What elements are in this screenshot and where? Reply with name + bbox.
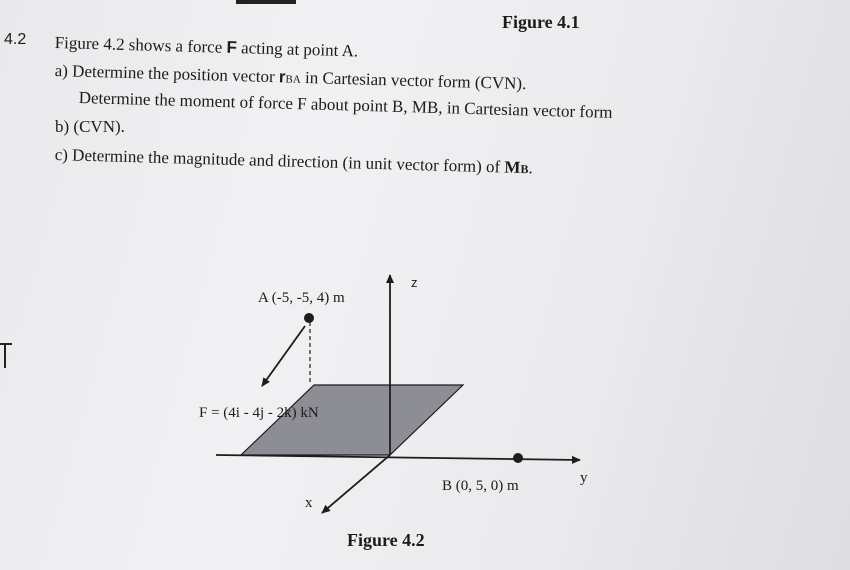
part-c-subscript: B [520,162,529,177]
intro-force-symbol: F [226,37,238,58]
part-a-text-after: in Cartesian vector form (CVN). [304,67,527,94]
part-a-text: Determine the position vector [71,61,275,87]
figure-header: Figure 4.1 [502,12,580,32]
x-axis [322,455,390,513]
part-a-vector-symbol: r [278,67,286,87]
point-b-label: B (0, 5, 0) m [442,478,519,494]
part-c-end: . [528,158,534,178]
part-b-line2: (CVN). [73,117,125,136]
y-axis-label: y [580,470,588,486]
force-arrow [262,326,305,386]
figure-caption: Figure 4.2 [347,530,425,550]
problem-number: 4.2 [4,31,27,48]
x-axis-label: x [305,495,313,511]
part-b-line1: Determine the moment of force F about point B, MB, in Cartesian vector form [78,88,613,122]
point-b-dot [513,453,523,463]
intro-text-before: Figure 4.2 shows a force [54,33,223,57]
part-a-label: a) [54,61,69,81]
point-a-dot [304,313,314,323]
z-axis-label: z [411,275,418,290]
part-c-symbol: M [504,157,521,178]
force-label: F = (4i - 4j - 2k) kN [199,405,319,421]
point-a-label: A (-5, -5, 4) m [258,290,345,306]
part-b-label: b) [55,117,70,136]
part-a-vector-subscript: BA [285,73,301,86]
part-c-label: c) [54,145,69,165]
intro-text-after: acting at point A. [240,38,359,61]
y-axis [216,455,580,460]
part-c-text: Determine the magnitude and direction (in unit vector form) of [71,145,501,177]
